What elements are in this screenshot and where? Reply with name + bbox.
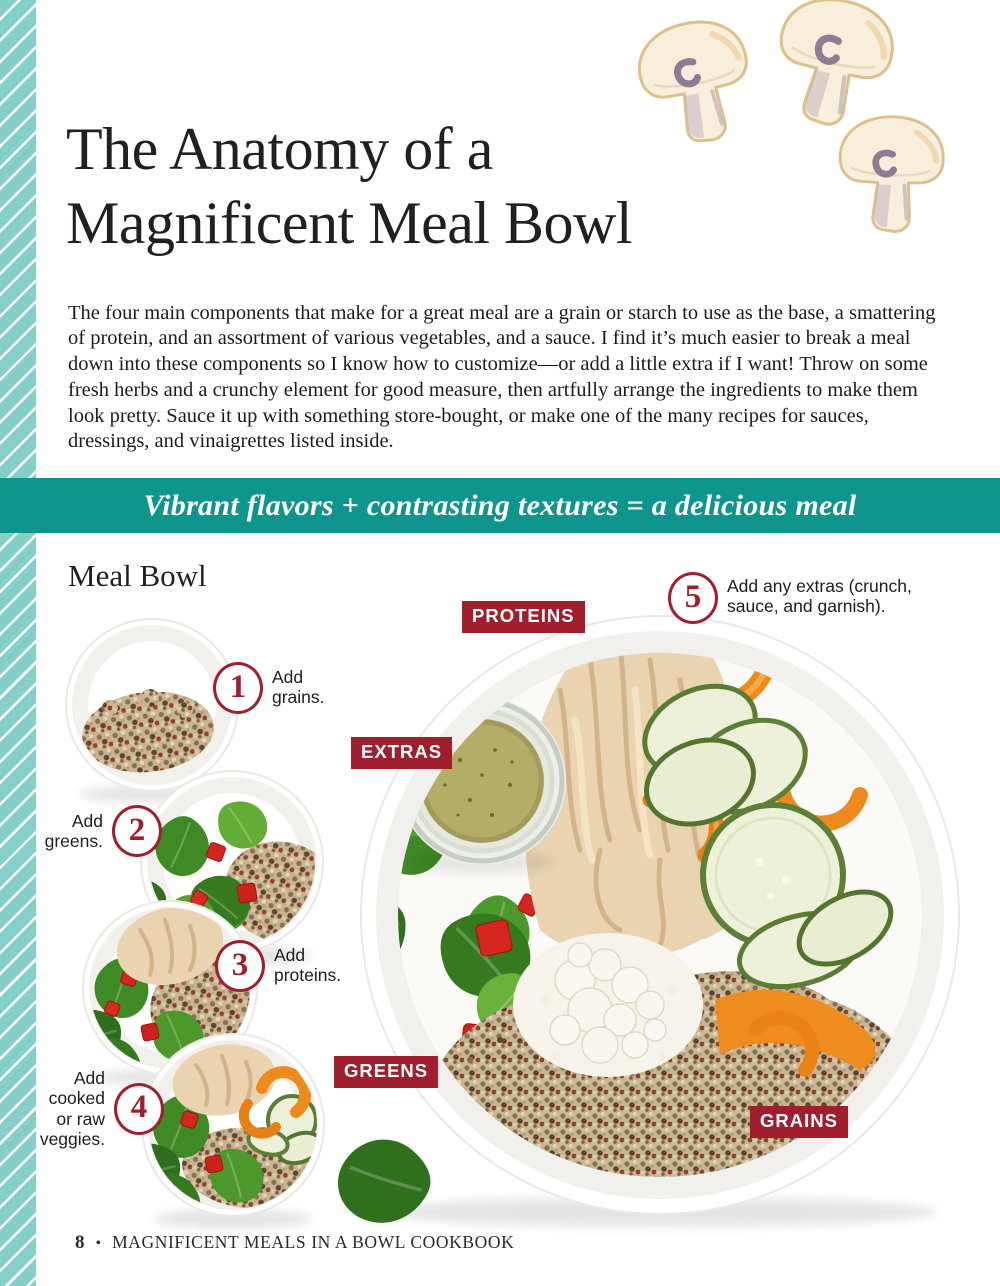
- page-number: 8: [75, 1232, 85, 1253]
- footer-separator: •: [95, 1235, 102, 1252]
- extras-badge: EXTRAS: [351, 737, 452, 769]
- page-title: [66, 112, 866, 260]
- page-title-line1: The Anatomy of a: [66, 116, 493, 183]
- step-5-label: Add any extras (crunch, sauce, and garnish).: [727, 576, 912, 617]
- step-2-number: 2: [112, 805, 162, 857]
- book-title: MAGNIFICENT MEALS IN A BOWL COOKBOOK: [112, 1232, 515, 1252]
- page-title-line2: Magnificent Meal Bowl: [66, 190, 633, 257]
- step-4-label: Add cooked or raw veggies.: [39, 1068, 105, 1149]
- greens-badge: GREENS: [334, 1056, 438, 1088]
- step-3-label: Add proteins.: [274, 945, 342, 986]
- step-1-number: 1: [213, 662, 263, 714]
- grains-badge: GRAINS: [750, 1106, 848, 1138]
- step-3-callout: [215, 940, 360, 992]
- proteins-badge: PROTEINS: [462, 601, 585, 633]
- step-2-callout: [33, 805, 162, 857]
- step-4-number: 4: [114, 1083, 164, 1135]
- intro-paragraph: The four main components that make for a great meal are a grain or starch to use as the base, a smattering of protein, and an assortment of various vegetables, and a sauce. I find it’s much easier to break a meal down into these components so I know how to customize—or add a little extra if I want! Throw on some fresh herbs and a crunchy element for good measure, then artfully arrange the ingredients to make them look pretty. Sauce it up with something store-bought, or make one of the many recipes for sauces, dressings, and vinaigrettes listed inside.: [68, 301, 936, 453]
- quote-banner-text: Vibrant flavors + contrasting textures = a delicious meal: [143, 488, 857, 522]
- step-4-callout: [31, 1068, 164, 1149]
- step-1-label: Add grains.: [272, 667, 325, 708]
- step-5-number: 5: [668, 572, 718, 624]
- quote-banner: [0, 478, 1000, 533]
- step-1-callout: [213, 662, 344, 714]
- large-meal-bowl: [311, 600, 960, 1242]
- step-5-callout: [668, 572, 921, 624]
- feta-crumbles: [513, 933, 703, 1077]
- step-3-number: 3: [215, 940, 265, 992]
- step-2-label: Add greens.: [44, 810, 103, 851]
- page-footer: [75, 1232, 514, 1254]
- section-heading: Meal Bowl: [68, 558, 207, 593]
